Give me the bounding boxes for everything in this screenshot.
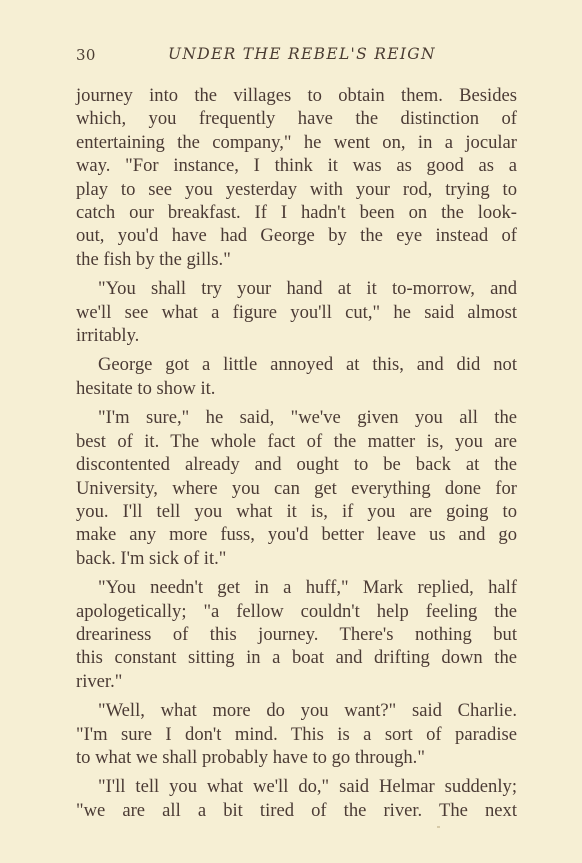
text-line: this constant sitting in a boat and drifting down the	[76, 647, 517, 669]
text-line: you. I'll tell you what it is, if you are going to	[76, 500, 517, 522]
text-line: make any more fuss, you'd better leave us and go	[76, 524, 517, 546]
text-line: catch our breakfast. If I hadn't been on the look-	[76, 202, 517, 224]
text-line: hesitate to show it.	[76, 377, 216, 399]
text-line: back. I'm sick of it."	[76, 547, 227, 569]
paragraph-3	[76, 353, 517, 400]
text-line: "I'm sure," he said, "we've given you all the	[98, 407, 517, 429]
text-line: "I'll tell you what we'll do," said Helmar suddenly;	[98, 776, 517, 798]
text-line: play to see you yesterday with your rod, trying to	[76, 178, 517, 200]
paragraph-4	[76, 406, 517, 570]
running-title: UNDER THE REBEL'S REIGN	[168, 45, 436, 63]
paper-speck	[437, 826, 440, 828]
text-line: out, you'd have had George by the eye instead of	[76, 225, 517, 247]
page-header	[76, 44, 517, 68]
text-line: "we are all a bit tired of the river. The next	[76, 799, 517, 821]
text-line: "You shall try your hand at it to-morrow, and	[98, 278, 517, 300]
text-line: irritably.	[76, 325, 140, 347]
paragraph-5	[76, 576, 517, 693]
text-line: discontented already and ought to be back at the	[76, 454, 517, 476]
paragraph-1	[76, 84, 517, 271]
body-text	[76, 84, 517, 828]
text-line: dreariness of this journey. There's nothing but	[76, 623, 517, 645]
text-line: river."	[76, 670, 123, 692]
text-line: "I'm sure I don't mind. This is a sort of paradise	[76, 723, 517, 745]
text-line: University, where you can get everything done for	[76, 477, 517, 499]
text-line: to what we shall probably have to go through."	[76, 746, 425, 768]
text-line: which, you frequently have the distinction of	[76, 108, 517, 130]
text-line: best of it. The whole fact of the matter is, you are	[76, 430, 517, 452]
text-line: apologetically; "a fellow couldn't help feeling the	[76, 600, 517, 622]
text-line: way. "For instance, I think it was as good as a	[76, 155, 517, 177]
paragraph-6	[76, 699, 517, 769]
page-number: 30	[76, 46, 96, 64]
text-line: the fish by the gills."	[76, 248, 231, 270]
text-line: "You needn't get in a huff," Mark replied, half	[98, 577, 517, 599]
text-line: journey into the villages to obtain them. Besides	[76, 85, 517, 106]
text-line: George got a little annoyed at this, and did not	[98, 354, 517, 376]
paragraph-2	[76, 277, 517, 347]
text-line: entertaining the company," he went on, in a jocular	[76, 131, 517, 153]
text-line: "Well, what more do you want?" said Charlie.	[98, 700, 517, 722]
text-line: we'll see what a figure you'll cut," he said almost	[76, 301, 517, 323]
paragraph-7	[76, 775, 517, 822]
